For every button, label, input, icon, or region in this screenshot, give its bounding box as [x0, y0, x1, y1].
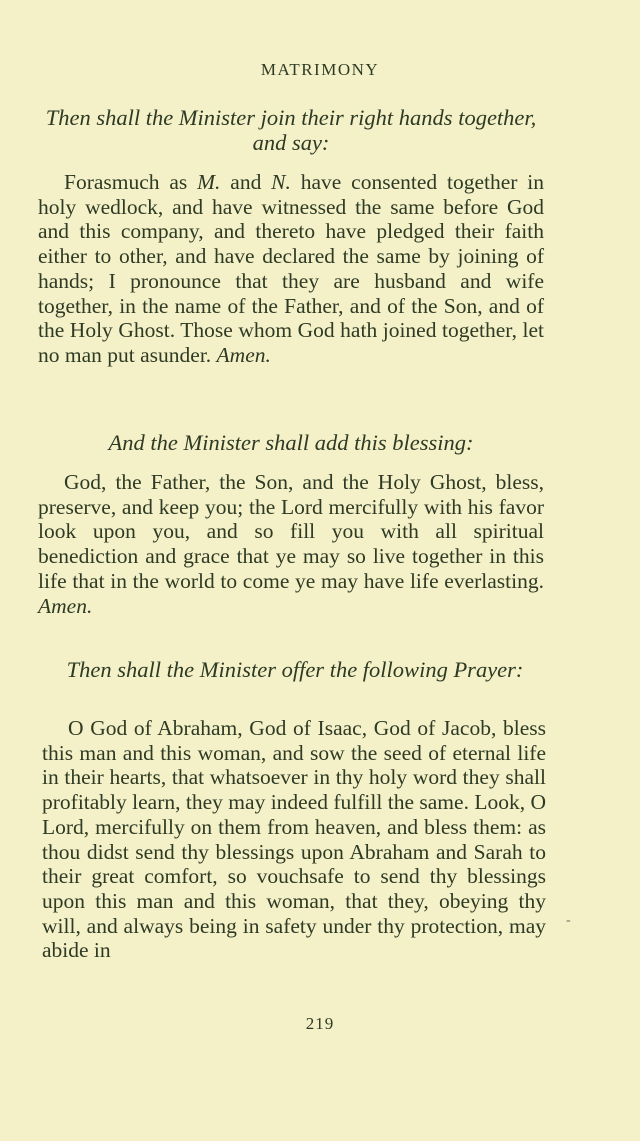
page-number: 219 [305, 1014, 335, 1033]
rubric-join-hands: Then shall the Minister join their right hands together, and say: [45, 105, 537, 155]
blessing-paragraph [38, 470, 544, 618]
running-head: MATRIMONY [260, 60, 380, 79]
amen-2: Amen. [38, 593, 93, 618]
amen-1: Amen. [216, 342, 271, 367]
pronouncement-text-3: have consented together in holy wedlock, and have witnessed the same before God and this company, and thereto have pledged their faith either to other, and have declared the same by joining of hands; I pronounce that they are husband and wife together, in the name of the Father, and of the Son, and of the Holy Ghost. Those whom God hath joined together, let no man put asunder. [38, 170, 544, 367]
margin-mark: - [566, 913, 571, 928]
rubric-prayer: Then shall the Minister offer the following Prayer: [66, 657, 524, 682]
prayer-text: O God of Abraham, God of Isaac, God of Jacob, bless this man and this woman, and sow the seed of eternal life in their hearts, that whatsoever in thy holy word they shall profitably learn, they may indeed fulfill the same. Look, O Lord, mercifully on them from heaven, and bless them: as thou didst send thy blessings upon Abraham and Sarah to their great comfort, so vouchsafe to send thy blessings upon this man and this woman, that they, obeying thy will, and always being in safety under thy protection, may abide in [42, 716, 546, 963]
pronouncement-paragraph [38, 170, 544, 368]
groom-initial: M. [197, 170, 221, 194]
rubric-blessing: And the Minister shall add this blessing: [108, 430, 474, 455]
bride-initial: N. [271, 170, 291, 194]
blessing-text: God, the Father, the Son, and the Holy Ghost, bless, preserve, and keep you; the Lord mercifully with his favor look upon you, and so fill you with all spiritual benediction and grace that ye may so live together in this life that in the world to come ye may have life everlasting. [38, 470, 544, 593]
pronouncement-text-2: and [220, 170, 272, 194]
pronouncement-text-1: Forasmuch as [64, 170, 198, 194]
prayer-paragraph [42, 716, 546, 963]
